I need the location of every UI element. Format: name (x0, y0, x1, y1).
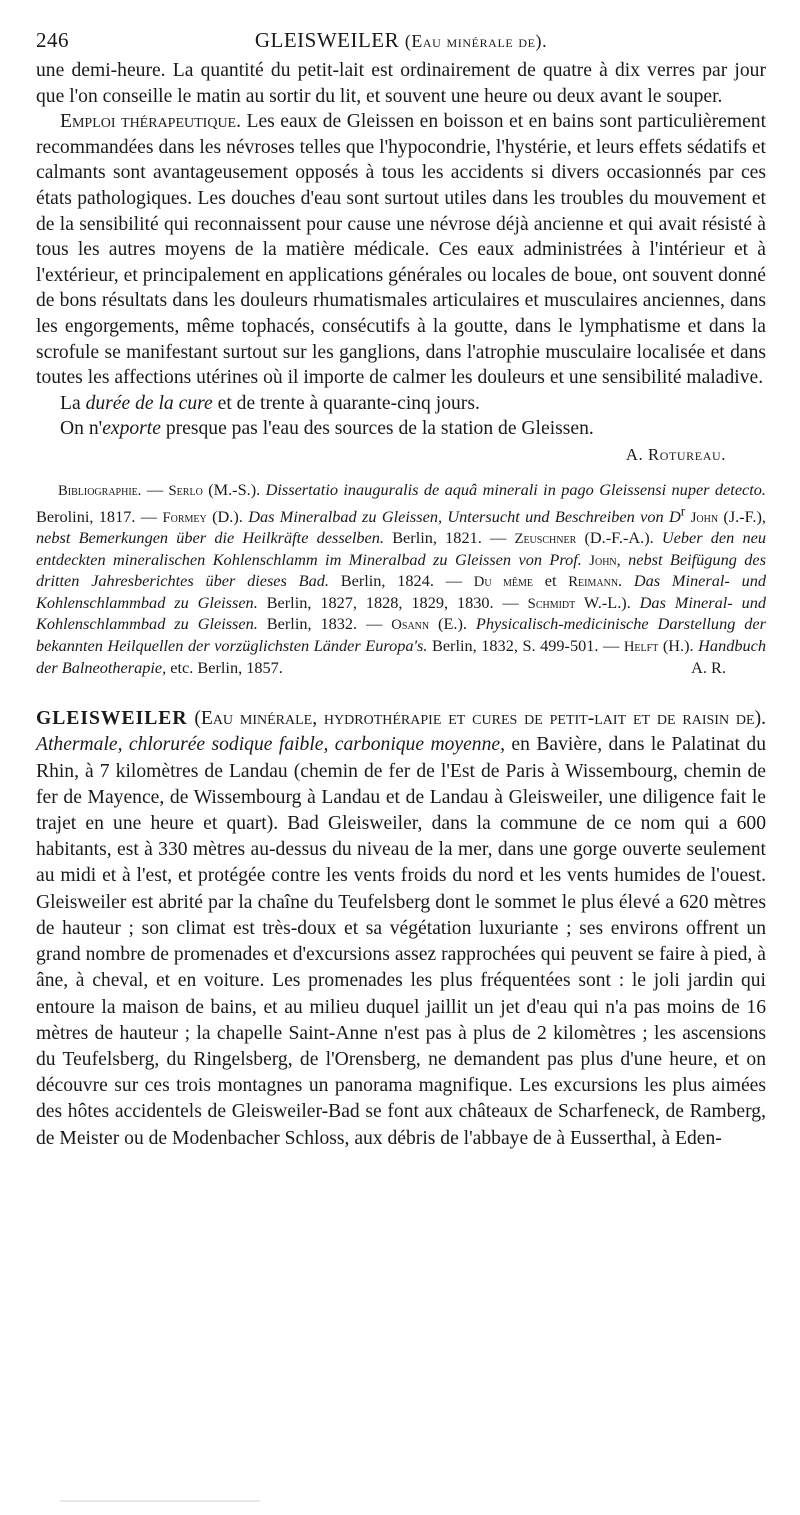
cure-paragraph (36, 391, 766, 417)
bibliography-run: Berlin, 1832. — (257, 614, 392, 634)
bibliography-run: Schmidt (527, 595, 576, 612)
author-signature (36, 442, 766, 468)
bibliography-lead: Bibliographie. (58, 482, 142, 499)
bibliography-run: Physicalisch-medicinische Darstellung der bekannten Heilquellen der vorzüglichsten Länder Europa's. (36, 614, 766, 656)
cure-italic: durée de la cure (85, 392, 213, 414)
bibliography-run: (M.-S.). (202, 479, 266, 499)
bibliography-run: Ueber den neu entdeckten mineralischen Kohlenschlamm im Mineralbad zu Gleissen von Prof. (36, 528, 766, 569)
export-pre: On n' (60, 418, 103, 440)
bibliography-run: Helft (623, 639, 659, 656)
cure-pre: La (60, 392, 86, 414)
bibliography-run: et (532, 571, 569, 591)
bibliography-run: r (680, 503, 686, 519)
bibliography-run: etc. Berlin, 1857. (166, 657, 283, 677)
running-head (126, 28, 676, 53)
therapeutic-text: Les eaux de Gleissen en boisson et en bains sont particulièrement recommandées dans les névroses telles que l'hypocondrie, l'hystérie, et leurs effets sédatifs et calmants sont avantageusement opposés à tous les accidents si divers occasionnés par ces états pathologiques. Les douches d'eau sont surtout utiles dans les troubles du mouvement et de la sensibilité qui reconnaissent pour cause une névrose déjà ancienne et qui avait résisté à tous les autres moyens de la matière médicale. Ces eaux administrées à l'intérieur et à l'extérieur, et principalement en applications générales ou locales de boue, ont souvent donné de bons résultats dans les douleurs rhumatismales articulaires et musculaires anciennes, dans les engorgements, même tophacés, consécutifs à la goutte, dans le lymphatisme et dans la scrofule se manifestant surtout sur les ganglions, dans l'atrophie musculaire localisée et dans toutes les affections utérines où il importe de calmer les douleurs et une sensibilité maladive. (36, 111, 767, 389)
therapeutic-paragraph (36, 109, 766, 391)
article-body (36, 58, 766, 468)
bibliography-run: . (618, 571, 634, 591)
bibliography-run: Du même (473, 574, 533, 591)
bibliography-run: Das Mineralbad zu Gleissen, Untersucht und Beschreiben von D (248, 506, 681, 526)
bibliography-run: Reimann (568, 574, 619, 591)
bibliography-run: Zeuschner (514, 531, 577, 548)
bibliography-run: (H.). (658, 636, 699, 656)
bibliography-run: — (141, 479, 169, 499)
bibliography-run: Berolini, 1817. — (36, 506, 163, 526)
bibliography-run: Serlo (168, 482, 203, 499)
bibliography-run: (E.). (429, 614, 476, 634)
bibliography-run: (D.). (206, 506, 249, 526)
continuation-paragraph: une demi-heure. La quantité du petit-lait est ordinairement de quatre à dix verres par jour que l'on conseille le matin au sortir du lit, et souvent une heure ou deux avant le souper. (36, 60, 766, 107)
entry-classification: Athermale, chlorurée sodique faible, carbonique moyenne, (36, 734, 505, 756)
bibliography-run: (J.-F.), (718, 506, 766, 526)
bibliography-run: Berlin, 1832, S. 499-501. — (427, 636, 624, 656)
cure-post: et de trente à quarante-cinq jours. (212, 392, 480, 414)
running-subtitle: (Eau minérale de). (404, 31, 548, 51)
export-post: presque pas l'eau des sources de la station de Gleissen. (160, 418, 594, 440)
bibliography-run: Handbuch der Balneotherapie, (36, 636, 766, 677)
bibliography-run: , (616, 549, 629, 569)
bibliography-run: Das Mineral- und Kohlenschlammbad zu Gleissen. (36, 571, 766, 612)
bibliography-run: Dissertatio inauguralis de aquâ minerali in pago Gleissensi nuper detecto. (265, 479, 767, 499)
bibliography-run: John (589, 552, 617, 569)
bibliography-run: Berlin, 1821. — (384, 528, 515, 548)
bibliography-run: Formey (162, 509, 207, 526)
bibliography-entries (36, 480, 766, 677)
bibliography-run: (D.-F.-A.). (576, 528, 662, 548)
bibliography-run: Berlin, 1827, 1828, 1829, 1830. — (257, 592, 528, 612)
bibliography (36, 480, 766, 679)
page-header (36, 28, 766, 58)
entry-qualifier: (Eau minérale, hydrothérapie et cures de petit-lait et de raisin de). (187, 708, 766, 730)
entry-title: GLEISWEILER (36, 708, 188, 730)
entry-text: en Bavière, dans le Palatinat du Rhin, à 7 kilomètres de Landau (chemin de fer de l'Est de Paris à Wissembourg, chemin de fer de Mayence, de Wissembourg à Landau et de Landau à Gleisweiler, une diligence fait le trajet en une heure et quart). Bad Gleisweiler, dans la commune de ce nom qui a 600 habitants, est à 330 mètres au-dessus du niveau de la mer, dans une gorge ouverte seulement au midi et à l'est, et protégée contre les vents froids du nord et les vents humides de l'ouest. Gleisweiler est abrité par la chaîne du Teufelsberg dont le sommet le plus élevé a 620 mètres de hauteur ; son climat est très-doux et sa végétation luxuriante ; ses environs offrent un grand nombre de promenades et d'excursions assez rapprochées qui peuvent se faire à pied, à âne, à cheval, et en voiture. Les promenades les plus fréquentées sont : le joli jardin qui entoure la maison de bains, et au milieu duquel jaillit un jet d'eau qui n'a pas moins de 16 mètres de hauteur ; la chapelle Saint-Anne n'est pas à plus de 2 kilomètres ; les ascensions du Teufelsberg, du Ringelsberg, de l'Orensberg, ne demandent pas plus d'une heure, et on découvre sur ces trois montagnes un panorama magnifique. Les excursions les plus aimées des hôtes accidentels de Gleisweiler-Bad se font aux châteaux de Scharfeneck, de Ramberg, de Meister ou de Modenbacher Schloss, aux débris de l'abbaye de à Eusserthal, à Eden- (36, 734, 766, 1149)
author-signature-text: A. Rotureau. (625, 444, 726, 464)
bibliography-run: John (690, 509, 719, 526)
therapeutic-lead: Emploi thérapeutique. (60, 111, 242, 133)
bibliography-run: nebst Bemerkungen über die Heilkräfte desselben. (36, 528, 384, 548)
page-number: 246 (36, 28, 69, 52)
document-page (36, 28, 766, 1152)
export-paragraph (36, 416, 766, 442)
bibliography-run: nebst Beifügung des dritten Jahresberichtes über dieses Bad. (36, 549, 766, 591)
bibliography-run: Berlin, 1824. — (328, 571, 474, 591)
footer-smudge (60, 1500, 260, 1502)
bibliography-signature: A. R. (691, 657, 726, 677)
export-italic: exporte (102, 418, 161, 440)
running-title: GLEISWEILER (254, 28, 400, 52)
gleisweiler-entry (36, 706, 766, 1151)
bibliography-run: W.-L.). (575, 592, 640, 612)
bibliography-run: Das Mineral- und Kohlenschlammbad zu Gleissen. (36, 592, 767, 634)
bibliography-run: Osann (391, 617, 430, 634)
